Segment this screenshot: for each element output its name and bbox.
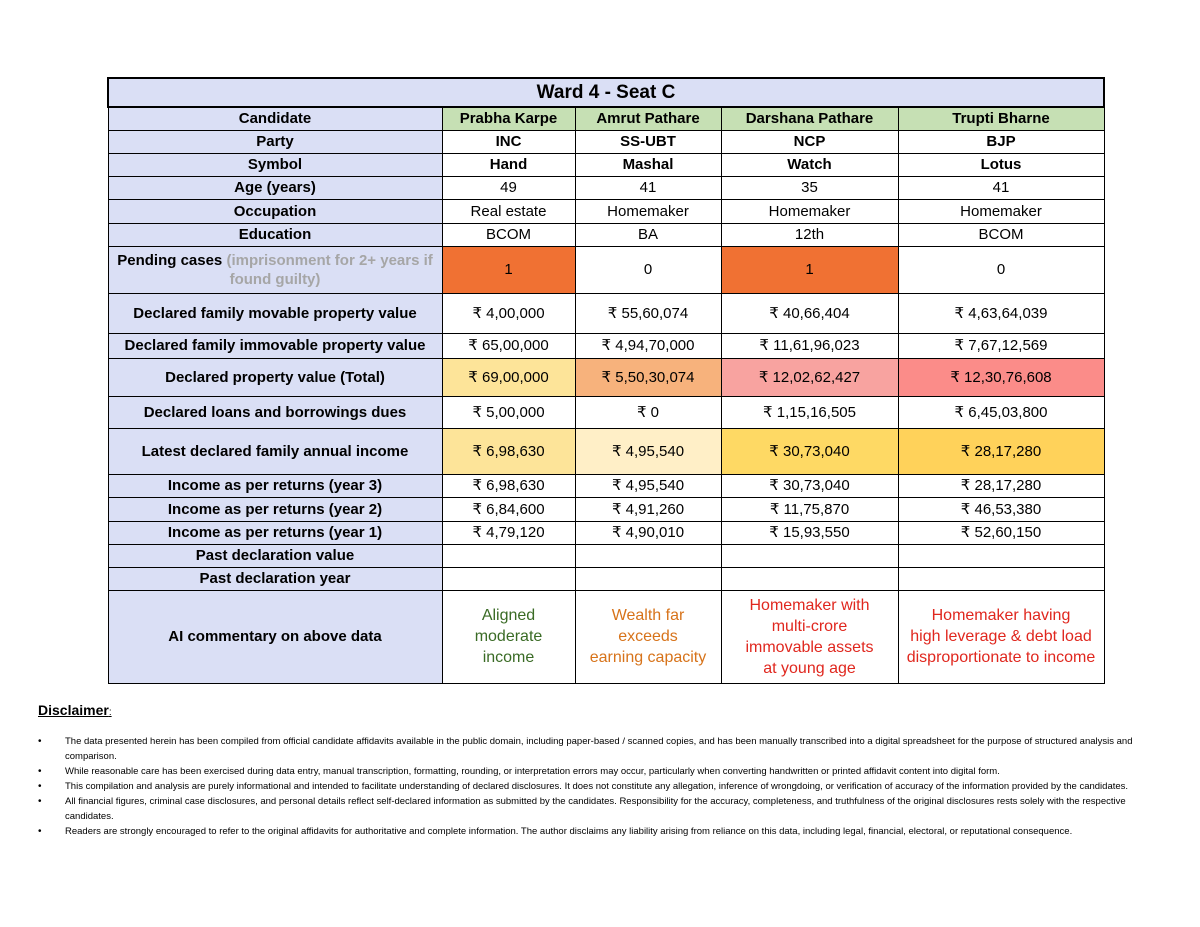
- commentary-line: at young age: [763, 659, 856, 677]
- returns-y1-cell: ₹ 52,60,150: [898, 521, 1104, 544]
- bullet: •: [38, 796, 42, 807]
- returns-y2-cell: ₹ 4,91,260: [575, 497, 721, 521]
- table-row: [108, 130, 1104, 153]
- candidate-comparison-table: [107, 77, 1105, 684]
- party-cell: BJP: [898, 130, 1104, 153]
- loans-cell: ₹ 1,15,16,505: [721, 396, 898, 428]
- immovable-cell: ₹ 11,61,96,023: [721, 333, 898, 358]
- commentary-line: Aligned: [481, 607, 536, 624]
- table-row: [108, 246, 1104, 293]
- party-cell: NCP: [721, 130, 898, 153]
- pending-cases-note: (imprisonment for 2+ years if found guilty): [226, 251, 433, 288]
- row-label: Declared property value (Total): [108, 358, 442, 396]
- loans-cell: ₹ 0: [575, 396, 721, 428]
- past-value-cell: [575, 544, 721, 567]
- education-cell: BCOM: [442, 223, 575, 246]
- candidate-name: Darshana Pathare: [721, 107, 898, 130]
- table-row: [108, 223, 1104, 246]
- annual-income-cell: ₹ 28,17,280: [898, 428, 1104, 474]
- disclaimer-text: This compilation and analysis are purely informational and intended to facilitate understanding of declared disclosures. It does not constitute any allegation, inference of wrongdoing, or verification of accuracy of the information provided by the candidates.: [65, 781, 1129, 792]
- ai-commentary-cell: [721, 590, 898, 683]
- row-label: Candidate: [108, 107, 442, 130]
- party-cell: INC: [442, 130, 575, 153]
- commentary-line: immovable assets: [745, 638, 874, 656]
- annual-income-cell: ₹ 4,95,540: [575, 428, 721, 474]
- education-cell: BCOM: [898, 223, 1104, 246]
- past-value-cell: [442, 544, 575, 567]
- returns-y2-cell: ₹ 6,84,600: [442, 497, 575, 521]
- commentary-line: Homemaker having: [931, 607, 1071, 624]
- disclaimer-list: [38, 734, 1163, 839]
- candidate-name: Trupti Bharne: [898, 107, 1104, 130]
- table-title: Ward 4 - Seat C: [108, 78, 1104, 107]
- past-year-cell: [575, 567, 721, 590]
- symbol-cell: Hand: [442, 153, 575, 176]
- table-row: [108, 396, 1104, 428]
- past-value-cell: [898, 544, 1104, 567]
- returns-y3-cell: ₹ 30,73,040: [721, 474, 898, 497]
- returns-y3-cell: ₹ 28,17,280: [898, 474, 1104, 497]
- table-row: [108, 199, 1104, 223]
- row-label: Declared family movable property value: [108, 293, 442, 333]
- list-item: [38, 794, 1163, 824]
- table-row: [108, 497, 1104, 521]
- annual-income-cell: ₹ 30,73,040: [721, 428, 898, 474]
- ai-commentary-cell: [898, 590, 1104, 683]
- bullet: •: [38, 736, 42, 747]
- age-cell: 41: [575, 176, 721, 199]
- symbol-cell: Watch: [721, 153, 898, 176]
- pending-cases-cell: 1: [442, 246, 575, 293]
- returns-y2-cell: ₹ 11,75,870: [721, 497, 898, 521]
- commentary-line: Homemaker with: [749, 596, 870, 614]
- title-row: [108, 78, 1104, 107]
- table-row: [108, 176, 1104, 199]
- pending-cases-label: Pending cases: [117, 251, 227, 269]
- row-label: AI commentary on above data: [108, 590, 442, 683]
- commentary-line: moderate: [474, 628, 543, 645]
- list-item: [38, 764, 1163, 779]
- bullet: •: [38, 826, 42, 837]
- row-label: Occupation: [108, 199, 442, 223]
- past-year-cell: [898, 567, 1104, 590]
- age-cell: 41: [898, 176, 1104, 199]
- row-label: Past declaration year: [108, 567, 442, 590]
- total-cell: ₹ 69,00,000: [442, 358, 575, 396]
- immovable-cell: ₹ 65,00,000: [442, 333, 575, 358]
- table-row: [108, 590, 1104, 683]
- row-label: Party: [108, 130, 442, 153]
- list-item: [38, 779, 1163, 794]
- row-label: Income as per returns (year 2): [108, 497, 442, 521]
- commentary-line: multi-crore: [771, 617, 848, 635]
- table-row: [108, 153, 1104, 176]
- disclaimer-text: The data presented herein has been compiled from official candidate affidavits available in the public domain, including paper-based / scanned copies, and has been manually transcribed into a digital spreadsheet for the purpose of structured analysis and comparison.: [65, 736, 1133, 762]
- returns-y1-cell: ₹ 15,93,550: [721, 521, 898, 544]
- candidate-name: Prabha Karpe: [442, 107, 575, 130]
- row-label: Education: [108, 223, 442, 246]
- occupation-cell: Homemaker: [721, 199, 898, 223]
- row-label: Past declaration value: [108, 544, 442, 567]
- table-row: [108, 333, 1104, 358]
- returns-y1-cell: ₹ 4,79,120: [442, 521, 575, 544]
- commentary-line: earning capacity: [589, 649, 707, 666]
- pending-cases-cell: 0: [898, 246, 1104, 293]
- table-row: [108, 544, 1104, 567]
- table-row: [108, 107, 1104, 130]
- table-row: [108, 474, 1104, 497]
- list-item: [38, 824, 1163, 839]
- bullet: •: [38, 781, 42, 792]
- row-label: Latest declared family annual income: [108, 428, 442, 474]
- row-label: Income as per returns (year 1): [108, 521, 442, 544]
- movable-cell: ₹ 4,63,64,039: [898, 293, 1104, 333]
- movable-cell: ₹ 4,00,000: [442, 293, 575, 333]
- returns-y1-cell: ₹ 4,90,010: [575, 521, 721, 544]
- occupation-cell: Homemaker: [575, 199, 721, 223]
- past-year-cell: [442, 567, 575, 590]
- row-label: Declared loans and borrowings dues: [108, 396, 442, 428]
- immovable-cell: ₹ 7,67,12,569: [898, 333, 1104, 358]
- returns-y2-cell: ₹ 46,53,380: [898, 497, 1104, 521]
- occupation-cell: Homemaker: [898, 199, 1104, 223]
- movable-cell: ₹ 40,66,404: [721, 293, 898, 333]
- pending-cases-cell: 0: [575, 246, 721, 293]
- row-label: Age (years): [108, 176, 442, 199]
- disclaimer-text: All financial figures, criminal case disclosures, and personal details reflect self-declared information as submitted by the candidates. Responsibility for the accuracy, completeness, and truthfulness of the original disclosures rests solely with the respective candidates.: [65, 796, 1126, 822]
- candidate-name: Amrut Pathare: [575, 107, 721, 130]
- education-cell: BA: [575, 223, 721, 246]
- returns-y3-cell: ₹ 4,95,540: [575, 474, 721, 497]
- past-value-cell: [721, 544, 898, 567]
- commentary-line: exceeds: [618, 628, 678, 645]
- ai-commentary-cell: [442, 590, 575, 683]
- occupation-cell: Real estate: [442, 199, 575, 223]
- education-cell: 12th: [721, 223, 898, 246]
- row-label: Symbol: [108, 153, 442, 176]
- age-cell: 49: [442, 176, 575, 199]
- disclaimer-text: While reasonable care has been exercised during data entry, manual transcription, formatting, rounding, or interpretation errors may occur, particularly when converting handwritten or printed affidavit content into digital form.: [65, 766, 1000, 777]
- age-cell: 35: [721, 176, 898, 199]
- row-label: Declared family immovable property value: [108, 333, 442, 358]
- returns-y3-cell: ₹ 6,98,630: [442, 474, 575, 497]
- movable-cell: ₹ 55,60,074: [575, 293, 721, 333]
- commentary-line: Wealth far: [611, 607, 685, 624]
- disclaimer-heading: [38, 702, 112, 718]
- table-row: [108, 567, 1104, 590]
- table-row: [108, 428, 1104, 474]
- total-cell: ₹ 12,30,76,608: [898, 358, 1104, 396]
- table-row: [108, 358, 1104, 396]
- commentary-line: income: [482, 649, 535, 666]
- commentary-line: high leverage & debt load: [910, 628, 1092, 645]
- row-label: [108, 246, 442, 293]
- table-row: [108, 293, 1104, 333]
- total-cell: ₹ 5,50,30,074: [575, 358, 721, 396]
- table-row: [108, 521, 1104, 544]
- disclaimer-colon: :: [108, 707, 112, 718]
- disclaimer-text: Readers are strongly encouraged to refer to the original affidavits for authoritative and complete information. The author disclaims any liability arising from reliance on this data, including legal, financial, electoral, or reputational consequence.: [65, 826, 1073, 837]
- ai-commentary-cell: [575, 590, 721, 683]
- disclaimer-title: Disclaimer: [38, 702, 109, 718]
- party-cell: SS-UBT: [575, 130, 721, 153]
- total-cell: ₹ 12,02,62,427: [721, 358, 898, 396]
- commentary-line: disproportionate to income: [906, 649, 1096, 666]
- past-year-cell: [721, 567, 898, 590]
- bullet: •: [38, 766, 42, 777]
- annual-income-cell: ₹ 6,98,630: [442, 428, 575, 474]
- row-label: Income as per returns (year 3): [108, 474, 442, 497]
- list-item: [38, 734, 1163, 764]
- loans-cell: ₹ 6,45,03,800: [898, 396, 1104, 428]
- immovable-cell: ₹ 4,94,70,000: [575, 333, 721, 358]
- pending-cases-cell: 1: [721, 246, 898, 293]
- loans-cell: ₹ 5,00,000: [442, 396, 575, 428]
- symbol-cell: Mashal: [575, 153, 721, 176]
- symbol-cell: Lotus: [898, 153, 1104, 176]
